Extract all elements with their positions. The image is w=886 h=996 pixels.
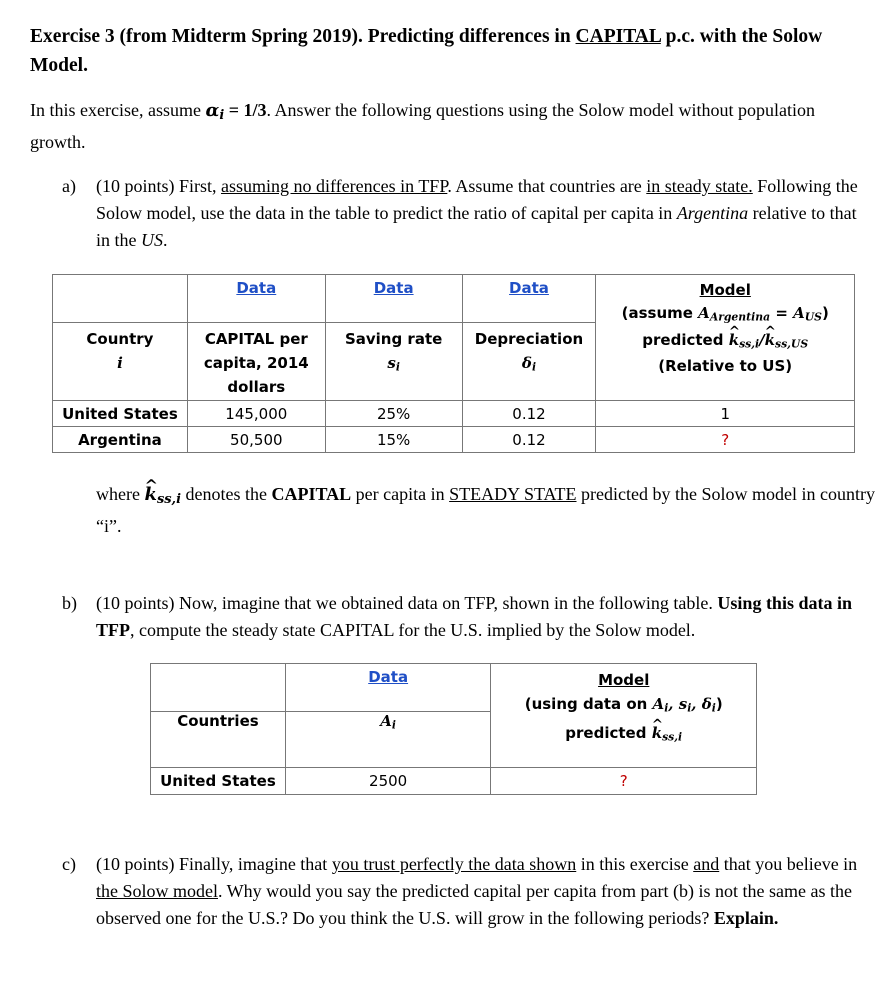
empty-header-cell bbox=[53, 275, 188, 323]
where-note: where ^ $k_{ss,i}$ denotes the CAPITAL per capita in STEADY STATE predicted by the Solow model in country “i”. bbox=[96, 481, 876, 540]
data-header-link[interactable]: Data bbox=[236, 279, 277, 297]
question-b: b) (10 points) Now, imagine that we obtained data on TFP, shown in the following table. Using this data in TFP, compute the steady state CAPITAL for the U.S. implied by the Solow model. bbox=[62, 593, 852, 640]
question-c: c) (10 points) Finally, imagine that you trust perfectly the data shown in this exercise and that you believe in the Solow model. Why would you say the predicted capital per capita from part (b) is not the same as the observed one for the U.S.? Do you think the U.S. will grow in the following periods? Explain. bbox=[62, 854, 858, 928]
alpha-symbol: $\alpha_i$ bbox=[205, 100, 225, 124]
table-row: United States 2500 ? bbox=[151, 768, 757, 795]
model-header-cell: Model (assume $A_{Argentina} = A_{US}$) predicted ^ $k_{ss,i}/\^{}$ $k_{ss,US}$ (Relative to US) bbox=[596, 275, 855, 401]
table-row: Argentina 50,500 15% 0.12 ? bbox=[53, 427, 855, 453]
answer-placeholder: ? bbox=[596, 427, 855, 453]
table-tfp: Data Model (using data on $A_i$, $s_i$, $\delta_i$) predicted ^ $k_{ss,i}$ Countries $A_i$ United States 2500 ? bbox=[150, 663, 757, 795]
answer-placeholder: ? bbox=[491, 768, 757, 795]
table-column-labels-row: Country i CAPITAL per capita, 2014 dollars Saving rate $s_i$ Depreciation $\delta_i$ bbox=[53, 323, 855, 401]
question-a: a) (10 points) First, assuming no differences in TFP. Assume that countries are in steady state. Following the Solow model, use the data in the table to predict the ratio of capital per capita in Argentina relative to that in the US. bbox=[62, 176, 858, 250]
table-row: United States 145,000 25% 0.12 1 bbox=[53, 401, 855, 427]
data-header-link[interactable]: Data bbox=[373, 279, 414, 297]
intro-paragraph: In this exercise, assume $\alpha_i = 1/3$. Answer the following questions using the Solow model without population growth. bbox=[30, 100, 815, 153]
exercise-title: Exercise 3 (from Midterm Spring 2019). Predicting differences in CAPITAL p.c. with the Solow Model. bbox=[30, 26, 823, 76]
table-steady-state-capital bbox=[52, 274, 855, 453]
data-header-link[interactable]: Data bbox=[368, 668, 409, 686]
model-header-cell: Model (using data on $A_i$, $s_i$, $\delta_i$) predicted ^ $k_{ss,i}$ bbox=[491, 664, 757, 768]
table-header-row bbox=[53, 275, 855, 323]
data-header-link[interactable]: Data bbox=[509, 279, 549, 297]
